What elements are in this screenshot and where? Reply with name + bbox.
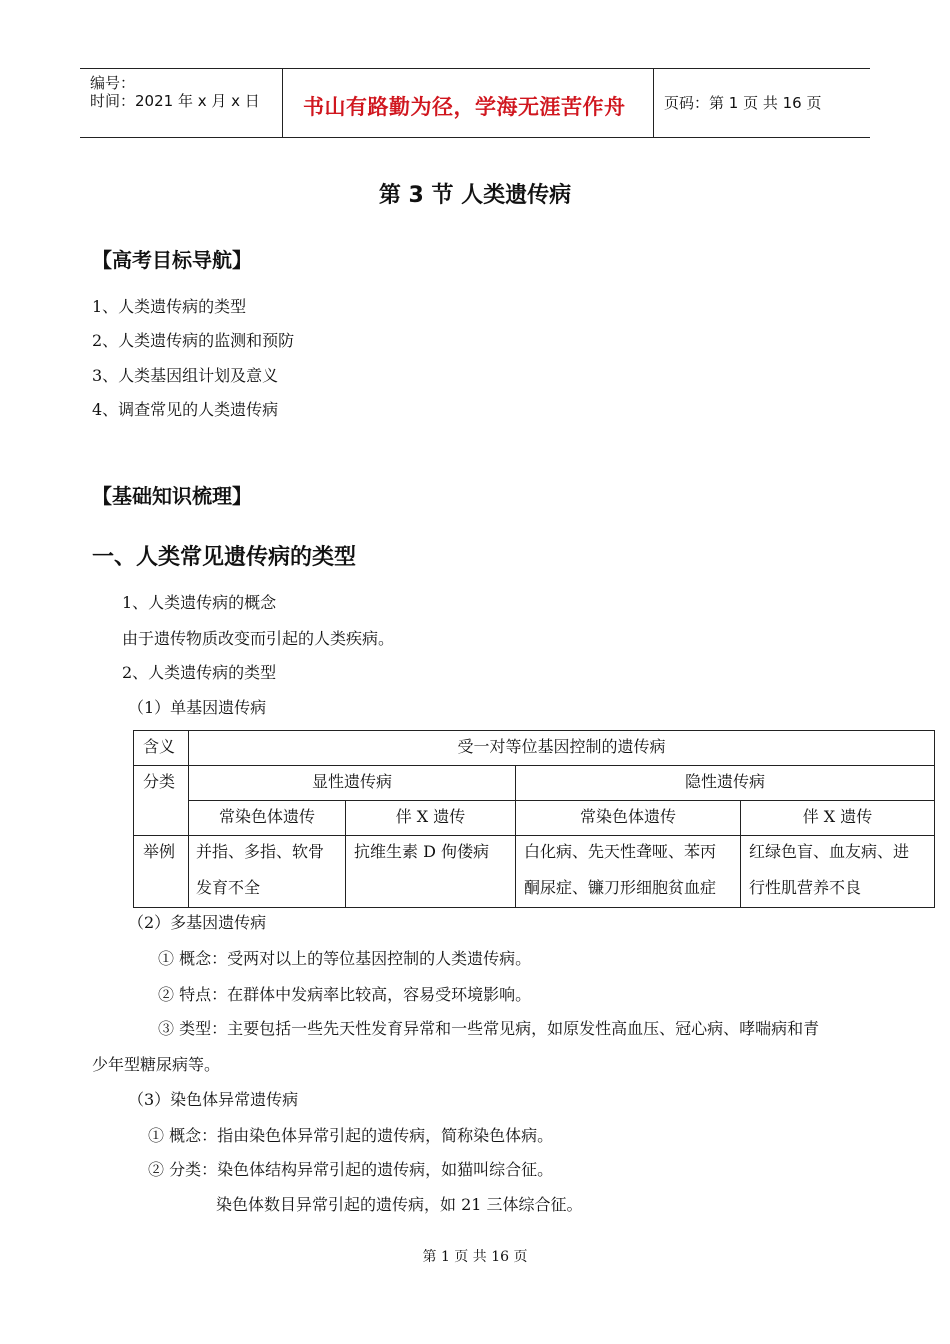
recessive-header: 隐性遗传病	[684, 772, 765, 791]
header-page-cell	[654, 69, 870, 137]
section-title: 第 3 节 人类遗传病	[378, 183, 572, 208]
document-header	[80, 68, 870, 138]
row-label-class: 分类	[143, 772, 176, 791]
single-gene-title: （1）单基因遗传病	[128, 698, 267, 717]
chromosomal-class-cont: 染色体数目异常引起的遗传病，如 21 三体综合征。	[216, 1195, 583, 1214]
number-label: 编号：	[90, 74, 136, 92]
example-cell: 红绿色盲、血友病、进	[749, 842, 910, 861]
polygenic-type-cont: 少年型糖尿病等。	[92, 1055, 221, 1074]
page-footer: 第 1 页 共 16 页	[422, 1249, 528, 1265]
polygenic-type: ③ 类型：主要包括一些先天性发育异常和一些常见病，如原发性高血压、冠心病、哮喘病和青	[158, 1019, 820, 1038]
dominant-header: 显性遗传病	[311, 772, 392, 791]
concept-text: 由于遗传物质改变而引起的人类疾病。	[122, 629, 395, 648]
goal-item: 1、人类遗传病的类型	[92, 297, 247, 316]
example-cell: 行性肌营养不良	[749, 878, 862, 897]
sub-header: 伴 X 遗传	[395, 807, 466, 826]
header-motto-cell	[283, 69, 654, 137]
polygenic-title: （2）多基因遗传病	[128, 913, 267, 932]
goal-item: 2、人类遗传病的监测和预防	[92, 331, 295, 350]
sub-header: 常染色体遗传	[218, 807, 315, 826]
goal-item: 4、调查常见的人类遗传病	[92, 400, 279, 419]
page-info: 页码：第 1 页 共 16 页	[664, 94, 822, 112]
single-gene-table	[133, 730, 935, 908]
row-label-meaning: 含义	[143, 737, 176, 756]
example-cell: 发育不全	[196, 878, 261, 897]
goals-heading: 【高考目标导航】	[92, 248, 252, 272]
basics-heading: 【基础知识梳理】	[92, 484, 252, 508]
row-label-example: 举例	[143, 842, 176, 861]
chromosomal-concept: ① 概念：指由染色体异常引起的遗传病，简称染色体病。	[148, 1126, 554, 1145]
example-cell: 抗维生素 D 佝偻病	[354, 842, 490, 861]
polygenic-concept: ① 概念：受两对以上的等位基因控制的人类遗传病。	[158, 949, 532, 968]
example-cell: 白化病、先天性聋哑、苯丙	[524, 842, 717, 861]
concept-title: 1、人类遗传病的概念	[122, 593, 277, 612]
sub-header: 伴 X 遗传	[802, 807, 873, 826]
polygenic-feature: ② 特点：在群体中发病率比较高，容易受环境影响。	[158, 985, 532, 1004]
header-meta-cell	[80, 69, 283, 137]
part1-heading: 一、人类常见遗传病的类型	[92, 545, 357, 570]
types-title: 2、人类遗传病的类型	[122, 663, 277, 682]
example-cell: 并指、多指、软骨	[196, 842, 325, 861]
goal-item: 3、人类基因组计划及意义	[92, 366, 279, 385]
example-cell: 酮尿症、镰刀形细胞贫血症	[524, 878, 717, 897]
chromosomal-title: （3）染色体异常遗传病	[128, 1090, 299, 1109]
sub-header: 常染色体遗传	[579, 807, 676, 826]
time-label: 时间：2021 年 x 月 x 日	[90, 92, 260, 110]
motto-text: 书山有路勤为径，学海无涯苦作舟	[303, 95, 626, 119]
meaning-value: 受一对等位基因控制的遗传病	[457, 737, 666, 756]
chromosomal-class: ② 分类：染色体结构异常引起的遗传病，如猫叫综合征。	[148, 1160, 554, 1179]
